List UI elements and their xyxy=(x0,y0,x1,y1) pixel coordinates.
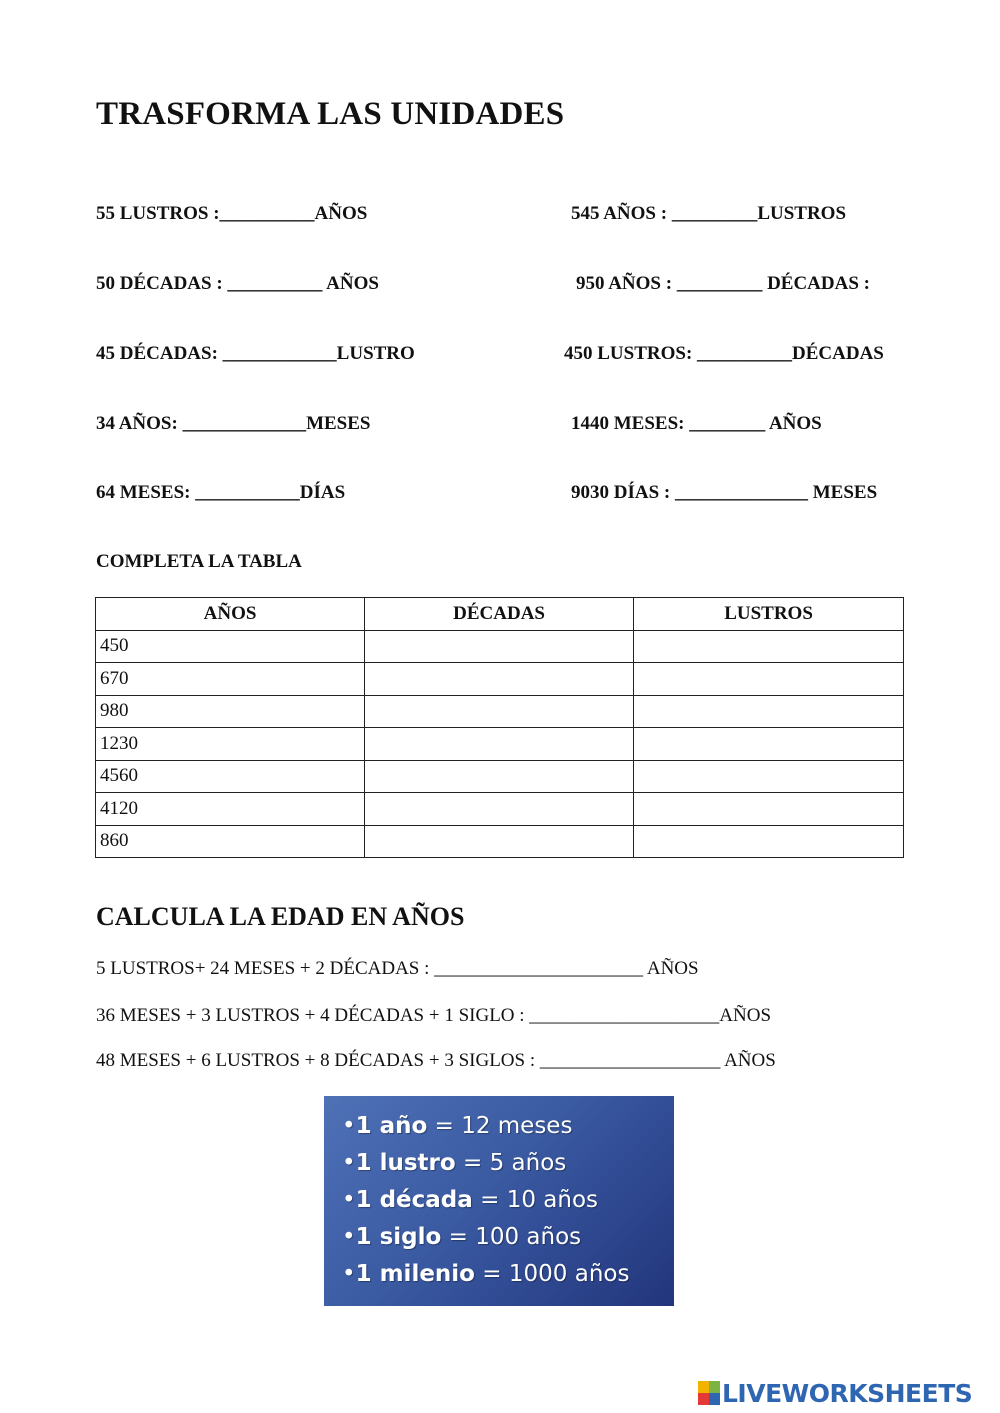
reference-term: 1 década xyxy=(355,1187,473,1213)
bullet: • xyxy=(342,1113,356,1139)
age-section-title: CALCULA LA EDAD EN AÑOS xyxy=(96,902,465,931)
conversion-right-2: 950 AÑOS : _________ DÉCADAS : xyxy=(576,273,870,294)
bullet: • xyxy=(342,1150,356,1176)
bullet: • xyxy=(342,1224,356,1250)
bullet: • xyxy=(342,1261,356,1287)
reference-line xyxy=(342,1108,674,1145)
cell-decadas[interactable] xyxy=(365,728,634,761)
reference-line xyxy=(342,1256,674,1293)
conversion-right-5: 9030 DÍAS : ______________ MESES xyxy=(571,482,878,503)
table-row xyxy=(96,825,904,858)
cell-anos: 860 xyxy=(96,825,365,858)
conversion-left-5: 64 MESES: ___________DÍAS xyxy=(96,482,346,503)
age-expression-1: 5 LUSTROS+ 24 MESES + 2 DÉCADAS : ______________________ AÑOS xyxy=(96,958,699,979)
conversion-left-2: 50 DÉCADAS : __________ AÑOS xyxy=(96,273,379,294)
cell-anos: 450 xyxy=(96,630,365,663)
table-row xyxy=(96,630,904,663)
reference-value: = 1000 años xyxy=(474,1261,630,1287)
reference-term: 1 lustro xyxy=(355,1150,456,1176)
age-expression-2: 36 MESES + 3 LUSTROS + 4 DÉCADAS + 1 SIGLO : ____________________AÑOS xyxy=(96,1005,772,1026)
table-row xyxy=(96,695,904,728)
reference-line xyxy=(342,1145,674,1182)
reference-term: 1 siglo xyxy=(355,1224,442,1250)
conversion-left-4: 34 AÑOS: _____________MESES xyxy=(96,413,371,434)
conversion-right-4: 1440 MESES: ________ AÑOS xyxy=(571,413,822,434)
table-row xyxy=(96,728,904,761)
cell-anos: 1230 xyxy=(96,728,365,761)
cell-lustros[interactable] xyxy=(634,793,904,826)
reference-line xyxy=(342,1219,674,1256)
conversion-left-3: 45 DÉCADAS: ____________LUSTRO xyxy=(96,343,415,364)
cell-lustros[interactable] xyxy=(634,760,904,793)
cell-decadas[interactable] xyxy=(365,793,634,826)
column-header-lustros: LUSTROS xyxy=(634,598,904,631)
cell-decadas[interactable] xyxy=(365,630,634,663)
column-header-decadas: DÉCADAS xyxy=(365,598,634,631)
cell-decadas[interactable] xyxy=(365,825,634,858)
reference-value: = 5 años xyxy=(455,1150,567,1176)
reference-term: 1 año xyxy=(355,1113,428,1139)
reference-value: = 12 meses xyxy=(427,1113,573,1139)
cell-anos: 980 xyxy=(96,695,365,728)
table-row xyxy=(96,760,904,793)
cell-decadas[interactable] xyxy=(365,663,634,696)
conversion-right-3: 450 LUSTROS: __________DÉCADAS xyxy=(564,343,884,364)
cell-lustros[interactable] xyxy=(634,663,904,696)
table-row xyxy=(96,793,904,826)
cell-lustros[interactable] xyxy=(634,825,904,858)
cell-decadas[interactable] xyxy=(365,760,634,793)
time-units-reference-box xyxy=(324,1096,674,1306)
reference-value: = 100 años xyxy=(441,1224,582,1250)
reference-value: = 10 años xyxy=(472,1187,598,1213)
reference-term: 1 milenio xyxy=(355,1261,475,1287)
column-header-anos: AÑOS xyxy=(96,598,365,631)
cell-anos: 4120 xyxy=(96,793,365,826)
cell-lustros[interactable] xyxy=(634,695,904,728)
brand-name: LIVEWORKSHEETS xyxy=(722,1378,973,1408)
cell-decadas[interactable] xyxy=(365,695,634,728)
conversion-table xyxy=(95,597,904,858)
cell-anos: 670 xyxy=(96,663,365,696)
table-row xyxy=(96,663,904,696)
table-section-title: COMPLETA LA TABLA xyxy=(96,551,302,572)
cell-lustros[interactable] xyxy=(634,728,904,761)
page-title: TRASFORMA LAS UNIDADES xyxy=(96,96,565,132)
cell-lustros[interactable] xyxy=(634,630,904,663)
conversion-right-1: 545 AÑOS : _________LUSTROS xyxy=(571,203,847,224)
table-header-row xyxy=(96,598,904,631)
reference-line xyxy=(342,1182,674,1219)
cell-anos: 4560 xyxy=(96,760,365,793)
conversion-left-1: 55 LUSTROS :__________AÑOS xyxy=(96,203,368,224)
bullet: • xyxy=(342,1187,356,1213)
liveworksheets-icon xyxy=(698,1381,720,1405)
age-expression-3: 48 MESES + 6 LUSTROS + 8 DÉCADAS + 3 SIGLOS : ___________________ AÑOS xyxy=(96,1050,776,1071)
liveworksheets-logo xyxy=(698,1378,972,1408)
